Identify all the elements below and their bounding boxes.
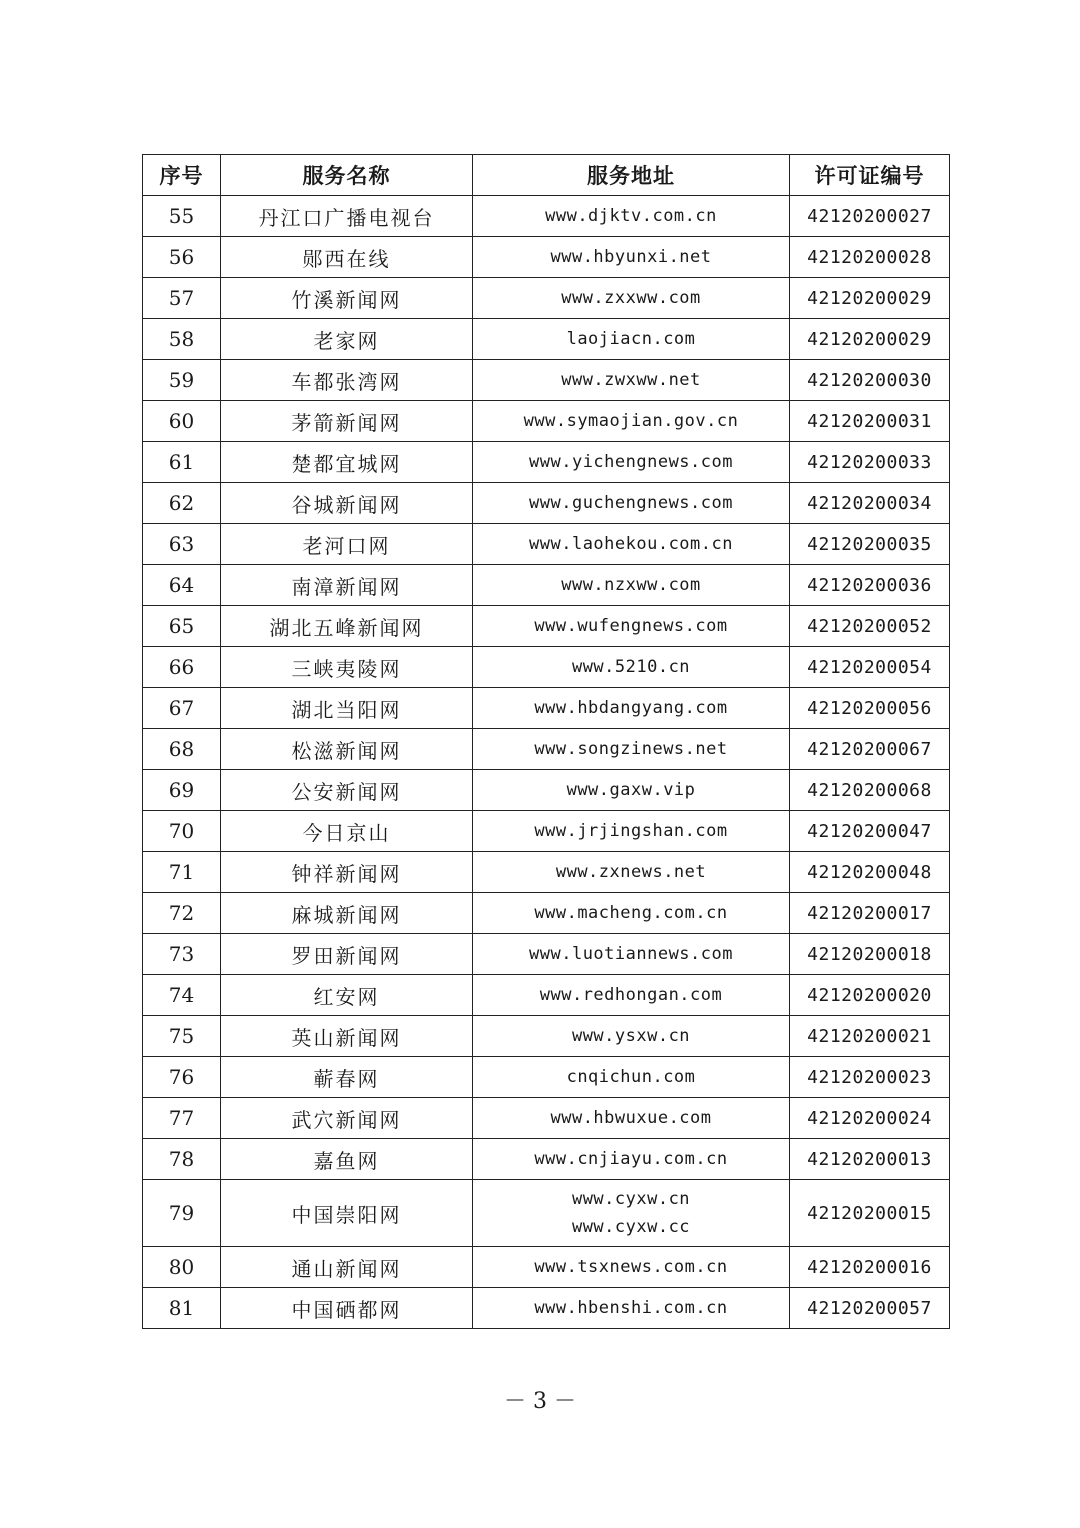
row-service-url xyxy=(473,934,790,975)
table-row xyxy=(143,278,950,319)
row-seq: 68 xyxy=(143,729,221,770)
row-seq: 79 xyxy=(143,1180,221,1247)
service-url-link[interactable]: www.zwxww.net xyxy=(561,370,701,390)
page-number: － 3 － xyxy=(504,1389,576,1414)
service-url-link[interactable]: www.macheng.com.cn xyxy=(534,903,728,923)
row-service-name: 湖北五峰新闻网 xyxy=(221,606,473,647)
service-url-link[interactable]: www.tsxnews.com.cn xyxy=(534,1257,728,1277)
table-header-row xyxy=(143,155,950,196)
row-service-name: 嘉鱼网 xyxy=(221,1139,473,1180)
row-seq: 75 xyxy=(143,1016,221,1057)
row-seq: 67 xyxy=(143,688,221,729)
table-row xyxy=(143,442,950,483)
row-service-name: 武穴新闻网 xyxy=(221,1098,473,1139)
service-url-link[interactable]: www.cyxw.cc xyxy=(571,1217,691,1237)
table-row xyxy=(143,1180,950,1247)
header-service-name: 服务名称 xyxy=(221,155,473,196)
row-service-url xyxy=(473,729,790,770)
row-service-url xyxy=(473,1098,790,1139)
row-license-number: 42120200015 xyxy=(790,1180,950,1247)
table-row xyxy=(143,1288,950,1329)
service-url-link[interactable]: www.cyxw.cn xyxy=(571,1189,691,1209)
row-license-number: 42120200029 xyxy=(790,319,950,360)
service-url-link[interactable]: www.laohekou.com.cn xyxy=(529,534,733,554)
service-url-link[interactable]: www.hbenshi.com.cn xyxy=(534,1298,728,1318)
row-license-number: 42120200021 xyxy=(790,1016,950,1057)
row-license-number: 42120200024 xyxy=(790,1098,950,1139)
service-url-link[interactable]: www.hbyunxi.net xyxy=(550,247,712,267)
table-row xyxy=(143,1098,950,1139)
row-license-number: 42120200034 xyxy=(790,483,950,524)
service-url-link[interactable]: cnqichun.com xyxy=(566,1067,696,1087)
service-url-link[interactable]: www.zxnews.net xyxy=(555,862,707,882)
row-service-name: 郧西在线 xyxy=(221,237,473,278)
row-service-url xyxy=(473,360,790,401)
header-seq: 序号 xyxy=(143,155,221,196)
row-seq: 73 xyxy=(143,934,221,975)
row-seq: 69 xyxy=(143,770,221,811)
row-service-name: 英山新闻网 xyxy=(221,1016,473,1057)
row-license-number: 42120200028 xyxy=(790,237,950,278)
row-service-url xyxy=(473,1057,790,1098)
table-row xyxy=(143,401,950,442)
row-seq: 62 xyxy=(143,483,221,524)
table-row xyxy=(143,565,950,606)
service-url-link[interactable]: www.djktv.com.cn xyxy=(545,206,717,226)
row-license-number: 42120200047 xyxy=(790,811,950,852)
row-license-number: 42120200016 xyxy=(790,1247,950,1288)
table-row xyxy=(143,688,950,729)
row-service-name: 中国崇阳网 xyxy=(221,1180,473,1247)
service-url-link[interactable]: www.cnjiayu.com.cn xyxy=(534,1149,728,1169)
row-license-number: 42120200017 xyxy=(790,893,950,934)
table-row xyxy=(143,811,950,852)
row-seq: 58 xyxy=(143,319,221,360)
service-url-link[interactable]: www.songzinews.net xyxy=(534,739,728,759)
row-seq: 63 xyxy=(143,524,221,565)
row-license-number: 42120200048 xyxy=(790,852,950,893)
row-service-url xyxy=(473,893,790,934)
row-license-number: 42120200057 xyxy=(790,1288,950,1329)
table-row xyxy=(143,893,950,934)
row-seq: 56 xyxy=(143,237,221,278)
table-row xyxy=(143,524,950,565)
row-seq: 60 xyxy=(143,401,221,442)
service-url-link[interactable]: www.nzxww.com xyxy=(561,575,701,595)
row-seq: 81 xyxy=(143,1288,221,1329)
service-url-link[interactable]: www.zxxww.com xyxy=(561,288,701,308)
row-service-url xyxy=(473,278,790,319)
row-service-name: 罗田新闻网 xyxy=(221,934,473,975)
row-service-name: 湖北当阳网 xyxy=(221,688,473,729)
service-url-link[interactable]: www.jrjingshan.com xyxy=(534,821,728,841)
table-row xyxy=(143,319,950,360)
row-service-url xyxy=(473,237,790,278)
row-service-url xyxy=(473,401,790,442)
row-seq: 61 xyxy=(143,442,221,483)
row-service-name: 老河口网 xyxy=(221,524,473,565)
row-service-name: 公安新闻网 xyxy=(221,770,473,811)
row-license-number: 42120200056 xyxy=(790,688,950,729)
row-service-name: 南漳新闻网 xyxy=(221,565,473,606)
row-service-url xyxy=(473,647,790,688)
row-license-number: 42120200033 xyxy=(790,442,950,483)
row-service-name: 车都张湾网 xyxy=(221,360,473,401)
row-service-name: 今日京山 xyxy=(221,811,473,852)
service-url-link[interactable]: laojiacn.com xyxy=(566,329,696,349)
row-service-name: 谷城新闻网 xyxy=(221,483,473,524)
row-license-number: 42120200054 xyxy=(790,647,950,688)
row-service-url xyxy=(473,524,790,565)
table-row xyxy=(143,647,950,688)
row-seq: 80 xyxy=(143,1247,221,1288)
row-license-number: 42120200027 xyxy=(790,196,950,237)
row-service-name: 松滋新闻网 xyxy=(221,729,473,770)
row-service-name: 红安网 xyxy=(221,975,473,1016)
row-license-number: 42120200067 xyxy=(790,729,950,770)
row-seq: 55 xyxy=(143,196,221,237)
row-seq: 74 xyxy=(143,975,221,1016)
service-url-link[interactable]: www.redhongan.com xyxy=(539,985,723,1005)
table-row xyxy=(143,934,950,975)
row-service-url xyxy=(473,196,790,237)
row-license-number: 42120200029 xyxy=(790,278,950,319)
table-row xyxy=(143,975,950,1016)
row-seq: 72 xyxy=(143,893,221,934)
service-url-link[interactable]: www.5210.cn xyxy=(571,657,691,677)
row-service-url xyxy=(473,1139,790,1180)
service-url-link[interactable]: www.yichengnews.com xyxy=(529,452,733,472)
row-service-url xyxy=(473,483,790,524)
row-license-number: 42120200018 xyxy=(790,934,950,975)
row-license-number: 42120200036 xyxy=(790,565,950,606)
table-row xyxy=(143,1139,950,1180)
row-license-number: 42120200052 xyxy=(790,606,950,647)
row-service-url xyxy=(473,442,790,483)
table-row xyxy=(143,483,950,524)
row-service-name: 中国硒都网 xyxy=(221,1288,473,1329)
row-service-url xyxy=(473,1288,790,1329)
row-service-url xyxy=(473,688,790,729)
service-url-link[interactable]: www.hbdangyang.com xyxy=(534,698,728,718)
service-url-link[interactable]: www.hbwuxue.com xyxy=(550,1108,712,1128)
table-row xyxy=(143,770,950,811)
table-row xyxy=(143,237,950,278)
header-license-number: 许可证编号 xyxy=(790,155,950,196)
row-service-name: 麻城新闻网 xyxy=(221,893,473,934)
table-row xyxy=(143,729,950,770)
row-service-url xyxy=(473,1016,790,1057)
row-license-number: 42120200013 xyxy=(790,1139,950,1180)
row-seq: 70 xyxy=(143,811,221,852)
row-service-url xyxy=(473,606,790,647)
row-license-number: 42120200030 xyxy=(790,360,950,401)
row-service-name: 通山新闻网 xyxy=(221,1247,473,1288)
row-license-number: 42120200035 xyxy=(790,524,950,565)
row-license-number: 42120200031 xyxy=(790,401,950,442)
row-service-url xyxy=(473,975,790,1016)
row-service-name: 钟祥新闻网 xyxy=(221,852,473,893)
table-body xyxy=(143,196,950,1329)
row-seq: 78 xyxy=(143,1139,221,1180)
row-seq: 77 xyxy=(143,1098,221,1139)
row-seq: 65 xyxy=(143,606,221,647)
row-service-url xyxy=(473,565,790,606)
row-service-url xyxy=(473,1247,790,1288)
row-service-name: 老家网 xyxy=(221,319,473,360)
row-service-name: 茅箭新闻网 xyxy=(221,401,473,442)
row-service-name: 三峡夷陵网 xyxy=(221,647,473,688)
row-seq: 66 xyxy=(143,647,221,688)
row-seq: 64 xyxy=(143,565,221,606)
service-url-link[interactable]: www.guchengnews.com xyxy=(529,493,733,513)
row-service-name: 楚都宜城网 xyxy=(221,442,473,483)
table-row xyxy=(143,852,950,893)
service-url-link[interactable]: www.wufengnews.com xyxy=(534,616,728,636)
row-service-name: 丹江口广播电视台 xyxy=(221,196,473,237)
row-service-url xyxy=(473,319,790,360)
row-seq: 59 xyxy=(143,360,221,401)
row-service-name: 蕲春网 xyxy=(221,1057,473,1098)
table-row xyxy=(143,1057,950,1098)
row-seq: 57 xyxy=(143,278,221,319)
service-url-link[interactable]: www.luotiannews.com xyxy=(529,944,733,964)
table-row xyxy=(143,196,950,237)
row-service-url xyxy=(473,852,790,893)
header-service-url: 服务地址 xyxy=(473,155,790,196)
service-url-link[interactable]: www.ysxw.cn xyxy=(571,1026,691,1046)
table-row xyxy=(143,606,950,647)
license-table xyxy=(142,154,950,1329)
row-service-url xyxy=(473,770,790,811)
row-license-number: 42120200023 xyxy=(790,1057,950,1098)
row-seq: 71 xyxy=(143,852,221,893)
table-row xyxy=(143,1247,950,1288)
row-service-url xyxy=(473,1180,790,1247)
table-row xyxy=(143,360,950,401)
row-service-name: 竹溪新闻网 xyxy=(221,278,473,319)
service-url-link[interactable]: www.gaxw.vip xyxy=(566,780,696,800)
service-url-link[interactable]: www.symaojian.gov.cn xyxy=(523,411,739,431)
row-seq: 76 xyxy=(143,1057,221,1098)
row-license-number: 42120200068 xyxy=(790,770,950,811)
row-service-url xyxy=(473,811,790,852)
table-row xyxy=(143,1016,950,1057)
row-license-number: 42120200020 xyxy=(790,975,950,1016)
